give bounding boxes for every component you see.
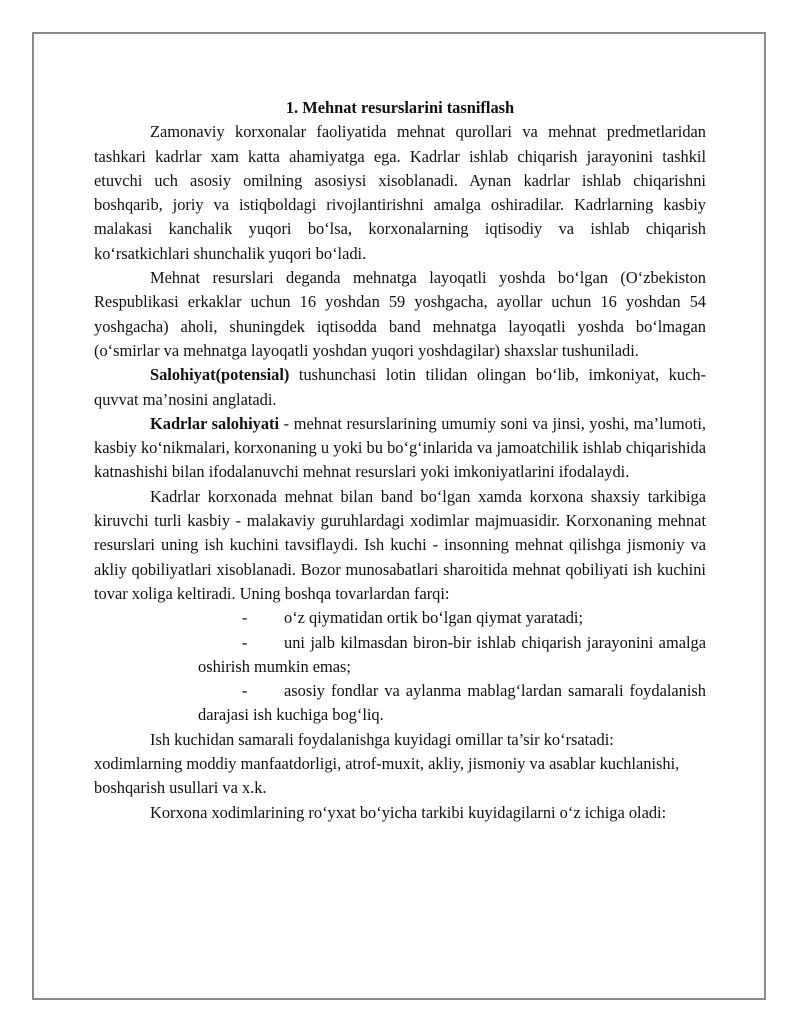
difference-list (94, 606, 706, 727)
document-page (32, 32, 766, 1000)
paragraph-labor-resources: Mehnat resurslari deganda mehnatga layoqatli yoshda bo‘lgan (O‘zbekiston Respublikasi erkaklar uchun 16 yoshdan 59 yoshgacha, ayollar uchun 16 yoshdan 54 yoshgacha) aholi, shuningdek iqtisodda band mehnatga layoqatli yoshda bo‘lmagan (o‘smirlar va mehnatga layoqatli yoshdan yuqori yoshdagilar) shaxslar tushuniladi. (94, 268, 706, 360)
document-body (94, 96, 706, 825)
definition-potential: tushunchasi lotin tilidan olingan bo‘lib, imkoniyat, kuch-quvvat ma’nosini anglatadi. (94, 365, 706, 409)
paragraph-staff: Kadrlar korxonada mehnat bilan band bo‘lgan xamda korxona shaxsiy tarkibiga kiruvchi turli kasbiy - malakaviy guruhlardagi xodimlar majmuasidir. Korxonaning mehnat resurslari uning ish kuchini tavsiflaydi. Ish kuchi - insonning mehnat qilishga jismoniy va akliy qobiliyatlari xisoblanadi. Bozor munosabatlari sharoitida mehnat qobiliyati ish kuchini tovar xoliga keltiradi. Uning boshqa tovarlardan farqi: (94, 486, 706, 603)
list-item: - uni jalb kilmasdan biron-bir ishlab chiqarish jarayonini amalga oshirish mumkin emas; (198, 632, 706, 676)
list-item: - asosiy fondlar va aylanma mablag‘lardan samarali foydalanish darajasi ish kuchiga bog‘liq. (198, 681, 706, 725)
dash-marker: - (242, 681, 248, 701)
paragraph-intro: Zamonaviy korxonalar faoliyatida mehnat qurollari va mehnat predmetlaridan tashkari kadrlar xam katta ahamiyatga ega. Kadrlar ishlab chiqarish jarayonini tashkil etuvchi uch asosiy omilning asosiysi xisoblanadi. Aynan kadrlar ishlab chiqarishni boshqarib, joriy va istiqboldagi rivojlantirishni amalga oshiradilar. Kadrlarning kasbiy malakasi kanchalik yuqori bo‘lsa, korxonalarning iqtisodiy va ishlab chiqarish ko‘rsatkichlari shunchalik yuqori bo‘ladi. (94, 122, 706, 263)
paragraph-staff-potential (94, 412, 706, 485)
paragraph-factors: Ish kuchidan samarali foydalanishga kuyidagi omillar ta’sir ko‘rsatadi: xodimlarning moddiy manfaatdorligi, atrof-muxit, akliy, jismoniy va asablar kuchlanishi, boshqarish usullari va x.k. (94, 729, 680, 798)
dash-marker: - (242, 632, 248, 652)
term-staff-potential: Kadrlar salohiyati (150, 413, 280, 433)
paragraph-potential (94, 363, 706, 412)
dash-marker: - (242, 608, 248, 628)
paragraph-composition: Korxona xodimlarining ro‘yxat bo‘yicha tarkibi kuyidagilarni o‘z ichiga oladi: (150, 802, 667, 822)
list-item: - o‘z qiymatidan ortik bo‘lgan qiymat yaratadi; (198, 606, 706, 630)
section-title: 1. Mehnat resurslarini tasniflash (285, 98, 515, 117)
definition-staff-potential: - mehnat resurslarining umumiy soni va jinsi, yoshi, ma’lumoti, kasbiy ko‘nikmalari, korxonaning u yoki bu bo‘g‘inlarida va jamoatchilik ishlab chiqarishida katnashishi bilan ifodalanuvchi mehnat resurslari yoki imkoniyatlarini ifodalaydi. (94, 413, 707, 482)
term-potential: Salohiyat(potensial) (150, 365, 290, 385)
